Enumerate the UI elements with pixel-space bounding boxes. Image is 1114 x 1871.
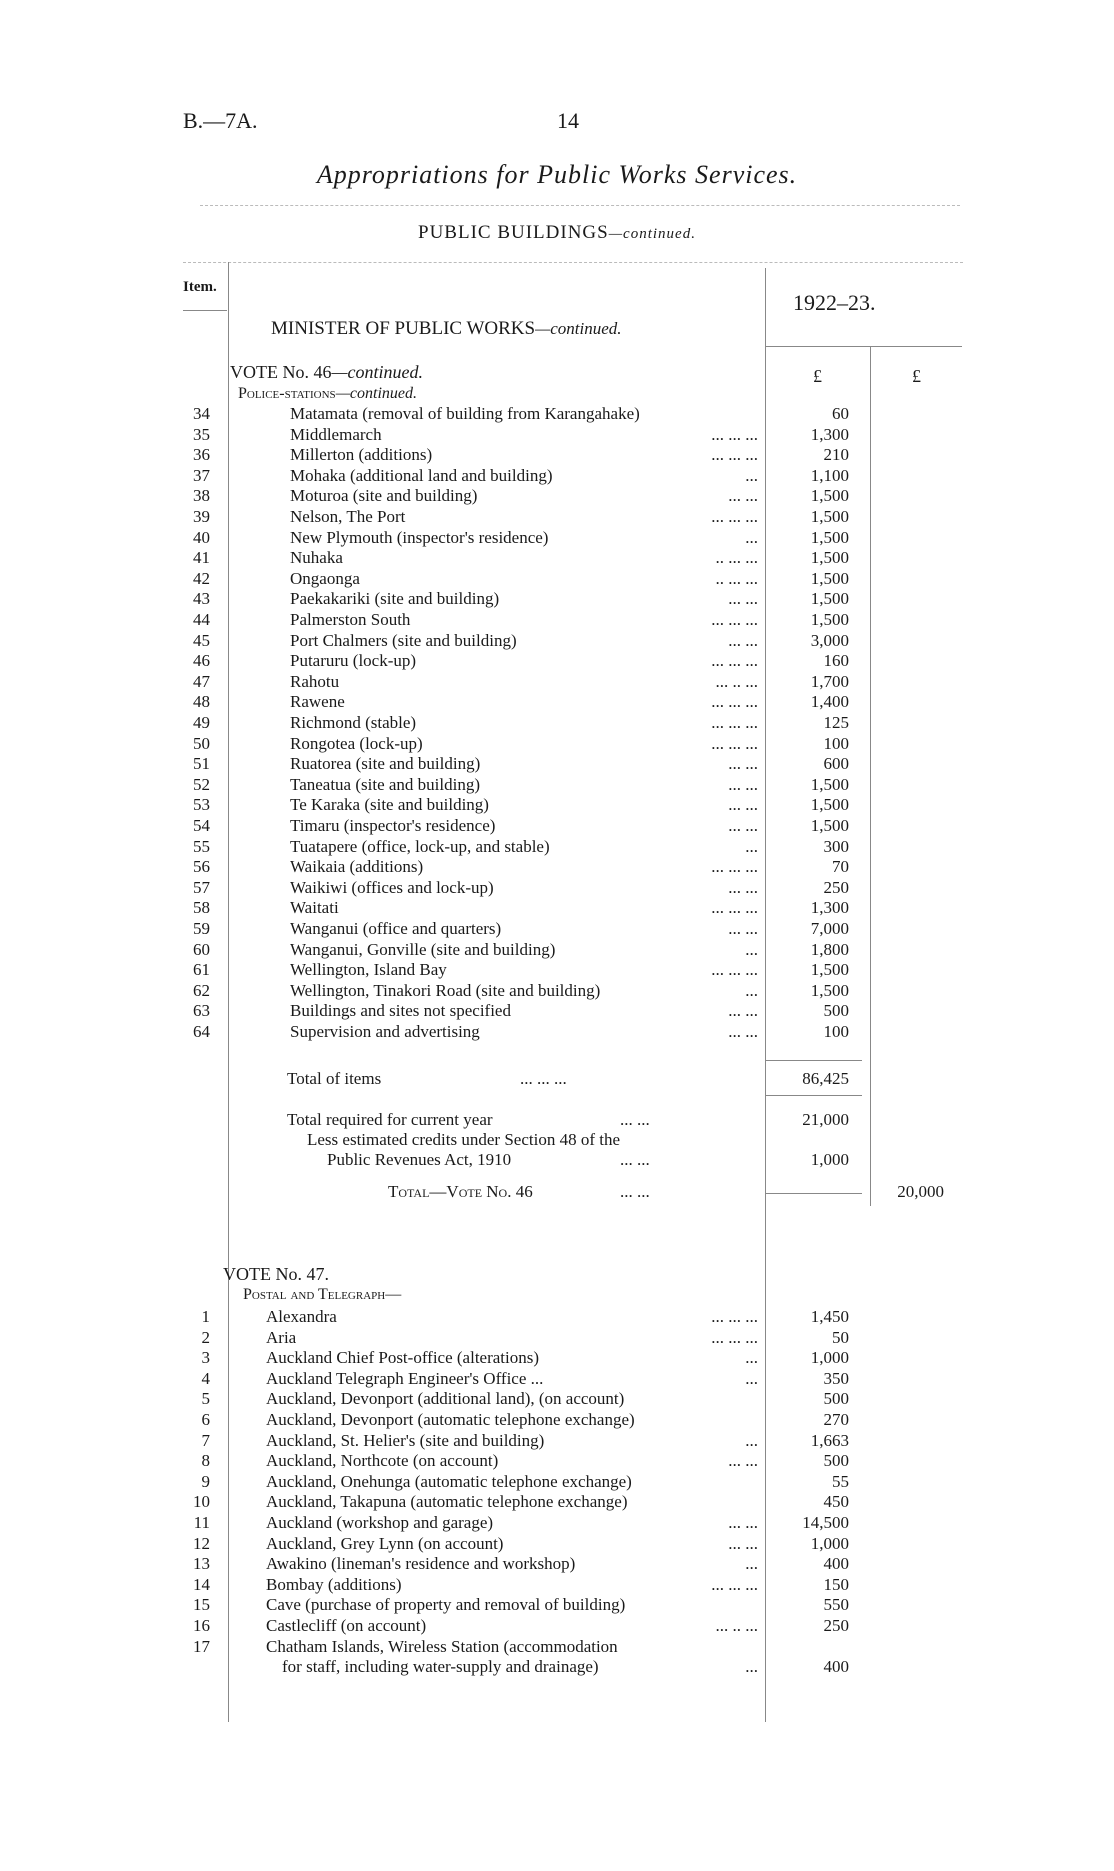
current-year-value: 21,000 (802, 1110, 849, 1129)
vote-47-heading: VOTE No. 47. (223, 1264, 329, 1284)
dot-leader: ... ... (728, 754, 758, 773)
item-description: Richmond (stable) (290, 713, 417, 732)
dot-leader: ... (745, 981, 758, 1000)
item-number: 35 (193, 425, 210, 444)
dot-leader: ... ... (728, 589, 758, 608)
item-number: 3 (201, 1348, 210, 1367)
total-rule (766, 1193, 862, 1194)
item-number: 11 (193, 1513, 210, 1532)
item-description: Alexandra (266, 1307, 337, 1326)
item-description: Rawene (290, 692, 345, 711)
item-number: 61 (193, 960, 210, 979)
item-amount: 250 (823, 878, 849, 897)
item-amount: 1,500 (810, 981, 849, 1000)
item-description: Middlemarch (290, 425, 382, 444)
item-amount: 1,500 (810, 589, 849, 608)
vote-46-total-value: 20,000 (897, 1182, 944, 1201)
item-number: 10 (193, 1492, 210, 1511)
item-amount: 100 (823, 1022, 849, 1041)
vote-46-title: VOTE No. 46 (230, 362, 332, 382)
item-description: Matamata (removal of building from Karangahake) (290, 404, 640, 423)
item-number: 59 (193, 919, 210, 938)
item-number: 50 (193, 734, 210, 753)
item-amount: 1,300 (810, 425, 849, 444)
item-amount: 7,000 (810, 919, 849, 938)
dot-leader: ... ... (728, 795, 758, 814)
category-heading: Postal and Telegraph— (243, 1286, 402, 1303)
item-amount: 125 (823, 713, 849, 732)
item-description: Rahotu (290, 672, 340, 691)
item-amount: 1,400 (810, 692, 849, 711)
page-title: Appropriations for Public Works Services. (316, 160, 798, 189)
less-credits-label-1: Less estimated credits under Section 48 of the (307, 1130, 620, 1149)
vote-46-heading (230, 362, 423, 383)
dot-leader: ... ... (728, 1022, 758, 1041)
item-number: 17 (193, 1637, 210, 1656)
item-description: Millerton (additions) (290, 445, 433, 464)
dot-leader: ... ... ... (711, 713, 758, 732)
item-amount: 210 (823, 445, 849, 464)
vote-46-total-label: Total—Vote No. 46 (388, 1182, 533, 1201)
item-description: Wellington, Tinakori Road (site and building) (290, 981, 601, 1000)
item-amount: 270 (823, 1410, 849, 1429)
item-amount: 1,663 (810, 1431, 849, 1450)
item-amount: 1,500 (810, 486, 849, 505)
item-number: 8 (201, 1451, 210, 1470)
item-description: Auckland Telegraph Engineer's Office ... (266, 1369, 544, 1388)
dot-leader: ... ... ... (711, 1328, 758, 1347)
item-description: Cave (purchase of property and removal of building) (266, 1595, 626, 1614)
item-number: 40 (193, 528, 210, 547)
item-amount: 1,000 (810, 1348, 849, 1367)
dot-leader: ... ... ... (520, 1069, 567, 1088)
item-description: Castlecliff (on account) (266, 1616, 427, 1635)
item-number: 7 (201, 1431, 210, 1450)
item-amount: 550 (823, 1595, 849, 1614)
item-description: Nelson, The Port (290, 507, 406, 526)
item-number: 16 (193, 1616, 210, 1635)
document-reference: B.—7A. (183, 108, 258, 133)
dot-leader: ... ... (620, 1150, 650, 1169)
item-description: Supervision and advertising (290, 1022, 480, 1041)
dot-leader: ... ... ... (711, 692, 758, 711)
item-number: 1 (201, 1307, 210, 1326)
item-description: Taneatua (site and building) (290, 775, 480, 794)
item-number: 60 (193, 940, 210, 959)
pound-symbol-left: £ (813, 366, 822, 386)
item-amount: 1,800 (810, 940, 849, 959)
dot-leader: ... (745, 528, 758, 547)
dot-leader: ... ... (728, 486, 758, 505)
item-number: 46 (193, 651, 210, 670)
item-amount: 100 (823, 734, 849, 753)
item-amount: 14,500 (802, 1513, 849, 1532)
dot-leader: ... ... (620, 1110, 650, 1129)
item-number: 38 (193, 486, 210, 505)
item-number: 14 (193, 1575, 210, 1594)
current-year-label: Total required for current year (287, 1110, 493, 1129)
vote-46-title-suffix: —continued. (331, 362, 423, 382)
item-description: Aria (266, 1328, 297, 1347)
item-description: Auckland Chief Post-office (alterations) (266, 1348, 540, 1367)
item-description: Moturoa (site and building) (290, 486, 478, 505)
item-number: 41 (193, 548, 210, 567)
less-credits-value: 1,000 (810, 1150, 849, 1169)
item-description: New Plymouth (inspector's residence) (290, 528, 549, 547)
dot-leader: ... ... (620, 1182, 650, 1201)
dot-leader: ... ... ... (711, 651, 758, 670)
item-amount: 150 (823, 1575, 849, 1594)
dot-leader: ... ... ... (711, 857, 758, 876)
item-number: 63 (193, 1001, 210, 1020)
item-description: Auckland, St. Helier's (site and building) (266, 1431, 545, 1450)
item-number: 43 (193, 589, 210, 608)
dot-leader: ... .. ... (715, 672, 758, 691)
item-amount: 1,500 (810, 507, 849, 526)
item-amount: 1,700 (810, 672, 849, 691)
dot-leader: ... ... ... (711, 734, 758, 753)
item-amount: 1,500 (810, 528, 849, 547)
item-amount: 250 (823, 1616, 849, 1635)
dot-leader: ... ... (728, 1001, 758, 1020)
pound-symbol-right: £ (912, 366, 921, 386)
item-column-rule (228, 262, 229, 1722)
item-amount: 1,300 (810, 898, 849, 917)
dot-leader: .. ... ... (715, 569, 758, 588)
divider (200, 205, 960, 206)
less-credits-label-2: Public Revenues Act, 1910 (327, 1150, 512, 1169)
dot-leader: ... ... (728, 878, 758, 897)
item-description: Putaruru (lock-up) (290, 651, 417, 670)
item-number: 48 (193, 692, 210, 711)
dot-leader: ... ... ... (711, 960, 758, 979)
dot-leader: ... ... ... (711, 425, 758, 444)
item-description: Waitati (290, 898, 339, 917)
item-number: 12 (193, 1534, 210, 1553)
item-number: 34 (193, 404, 210, 423)
item-amount: 1,500 (810, 569, 849, 588)
item-description: Palmerston South (290, 610, 411, 629)
item-number: 54 (193, 816, 210, 835)
item-description: Wanganui, Gonville (site and building) (290, 940, 556, 959)
dot-leader: ... ... (728, 1513, 758, 1532)
item-amount: 160 (823, 651, 849, 670)
total-column-rule (870, 346, 871, 1206)
dot-leader: ... ... (728, 816, 758, 835)
dot-leader: ... ... ... (711, 445, 758, 464)
item-number: 53 (193, 795, 210, 814)
dot-leader: ... ... ... (711, 1307, 758, 1326)
item-description: Wellington, Island Bay (290, 960, 447, 979)
item-description: Ongaonga (290, 569, 360, 588)
total-of-items-label: Total of items (287, 1069, 382, 1088)
category-suffix: —continued. (335, 385, 418, 402)
dot-leader: ... ... ... (711, 1575, 758, 1594)
item-description: Rongotea (lock-up) (290, 734, 423, 753)
year-column-header: 1922–23. (793, 290, 876, 315)
item-number: 51 (193, 754, 210, 773)
item-description: Waikaia (additions) (290, 857, 424, 876)
dot-leader: ... ... ... (711, 898, 758, 917)
dot-leader: ... (745, 940, 758, 959)
page-number: 14 (557, 108, 579, 133)
item-number: 57 (193, 878, 210, 897)
item-description: Buildings and sites not specified (290, 1001, 511, 1020)
category-text: Police-stations (238, 385, 336, 402)
item-description: Auckland, Devonport (additional land), (on account) (266, 1389, 625, 1408)
item-amount: 500 (823, 1451, 849, 1470)
item-amount: 1,500 (810, 816, 849, 835)
item-number: 62 (193, 981, 210, 1000)
item-number: 55 (193, 837, 210, 856)
item-amount: 1,100 (810, 466, 849, 485)
item-amount: 55 (832, 1472, 849, 1491)
item-description: Paekakariki (site and building) (290, 589, 500, 608)
dot-leader: ... ... (728, 631, 758, 650)
item-description: Mohaka (additional land and building) (290, 466, 553, 485)
dot-leader: ... (745, 1369, 758, 1388)
item-number: 15 (193, 1595, 210, 1614)
item-amount: 1,000 (810, 1534, 849, 1553)
dot-leader: ... (745, 1554, 758, 1573)
item-description: Bombay (additions) (266, 1575, 402, 1594)
item-number: 44 (193, 610, 210, 629)
item-description: Ruatorea (site and building) (290, 754, 481, 773)
item-header-rule (183, 310, 227, 311)
item-number: 4 (201, 1369, 210, 1388)
dot-leader: ... (745, 1657, 758, 1676)
item-amount: 400 (823, 1657, 849, 1676)
item-number: 6 (201, 1410, 210, 1429)
divider (183, 262, 963, 263)
category-heading (238, 385, 417, 403)
item-column-header: Item. (183, 279, 217, 295)
item-description: Auckland, Takapuna (automatic telephone exchange) (266, 1492, 628, 1511)
item-description: Timaru (inspector's residence) (290, 816, 496, 835)
item-description: Auckland, Grey Lynn (on account) (266, 1534, 504, 1553)
minister-text: MINISTER OF PUBLIC WORKS (271, 318, 536, 339)
item-description: for staff, including water-supply and drainage) (282, 1657, 599, 1676)
dot-leader: ... (745, 1431, 758, 1450)
total-rule (766, 1095, 862, 1096)
item-description: Wanganui (office and quarters) (290, 919, 502, 938)
item-description: Auckland, Northcote (on account) (266, 1451, 499, 1470)
dot-leader: ... ... (728, 919, 758, 938)
item-number: 37 (193, 466, 210, 485)
dot-leader: ... .. ... (715, 1616, 758, 1635)
item-amount: 350 (823, 1369, 849, 1388)
item-number: 52 (193, 775, 210, 794)
item-number: 13 (193, 1554, 210, 1573)
item-amount: 1,450 (810, 1307, 849, 1326)
total-of-items-value: 86,425 (802, 1069, 849, 1088)
item-amount: 3,000 (810, 631, 849, 650)
item-amount: 1,500 (810, 775, 849, 794)
item-description: Auckland, Onehunga (automatic telephone exchange) (266, 1472, 632, 1491)
item-description: Waikiwi (offices and lock-up) (290, 878, 494, 897)
item-amount: 1,500 (810, 960, 849, 979)
item-number: 64 (193, 1022, 210, 1041)
year-header-rule (766, 346, 962, 347)
item-number: 42 (193, 569, 210, 588)
minister-heading (271, 318, 622, 340)
item-number: 5 (201, 1389, 210, 1408)
item-number: 36 (193, 445, 210, 464)
dot-leader: ... ... (728, 1534, 758, 1553)
item-number: 2 (201, 1328, 210, 1347)
item-amount: 1,500 (810, 610, 849, 629)
dot-leader: ... (745, 466, 758, 485)
item-description: Auckland (workshop and garage) (266, 1513, 494, 1532)
dot-leader: ... ... (728, 1451, 758, 1470)
item-number: 47 (193, 672, 210, 691)
item-amount: 450 (823, 1492, 849, 1511)
item-description: Tuatapere (office, lock-up, and stable) (290, 837, 550, 856)
dot-leader: ... ... ... (711, 610, 758, 629)
dot-leader: ... ... (728, 775, 758, 794)
item-description: Chatham Islands, Wireless Station (accommodation (266, 1637, 618, 1656)
item-amount: 50 (832, 1328, 849, 1347)
item-amount: 70 (832, 857, 849, 876)
item-number: 58 (193, 898, 210, 917)
item-amount: 500 (823, 1001, 849, 1020)
item-amount: 600 (823, 754, 849, 773)
item-number: 39 (193, 507, 210, 526)
item-description: Nuhaka (290, 548, 343, 567)
item-number: 45 (193, 631, 210, 650)
item-number: 9 (201, 1472, 210, 1491)
item-amount: 60 (832, 404, 849, 423)
section-title-suffix: —continued. (608, 226, 696, 242)
item-number: 56 (193, 857, 210, 876)
minister-suffix: —continued. (535, 319, 622, 338)
item-description: Port Chalmers (site and building) (290, 631, 517, 650)
item-amount: 500 (823, 1389, 849, 1408)
item-description: Auckland, Devonport (automatic telephone exchange) (266, 1410, 635, 1429)
item-amount: 1,500 (810, 795, 849, 814)
item-description: Te Karaka (site and building) (290, 795, 489, 814)
section-title-text: PUBLIC BUILDINGS (418, 222, 609, 243)
dot-leader: ... (745, 1348, 758, 1367)
section-title (0, 222, 1114, 244)
item-amount: 1,500 (810, 548, 849, 567)
item-description: Awakino (lineman's residence and workshop) (266, 1554, 576, 1573)
dot-leader: .. ... ... (715, 548, 758, 567)
item-number: 49 (193, 713, 210, 732)
dot-leader: ... (745, 837, 758, 856)
item-amount: 300 (823, 837, 849, 856)
item-amount: 400 (823, 1554, 849, 1573)
dot-leader: ... ... ... (711, 507, 758, 526)
total-rule (766, 1060, 862, 1061)
